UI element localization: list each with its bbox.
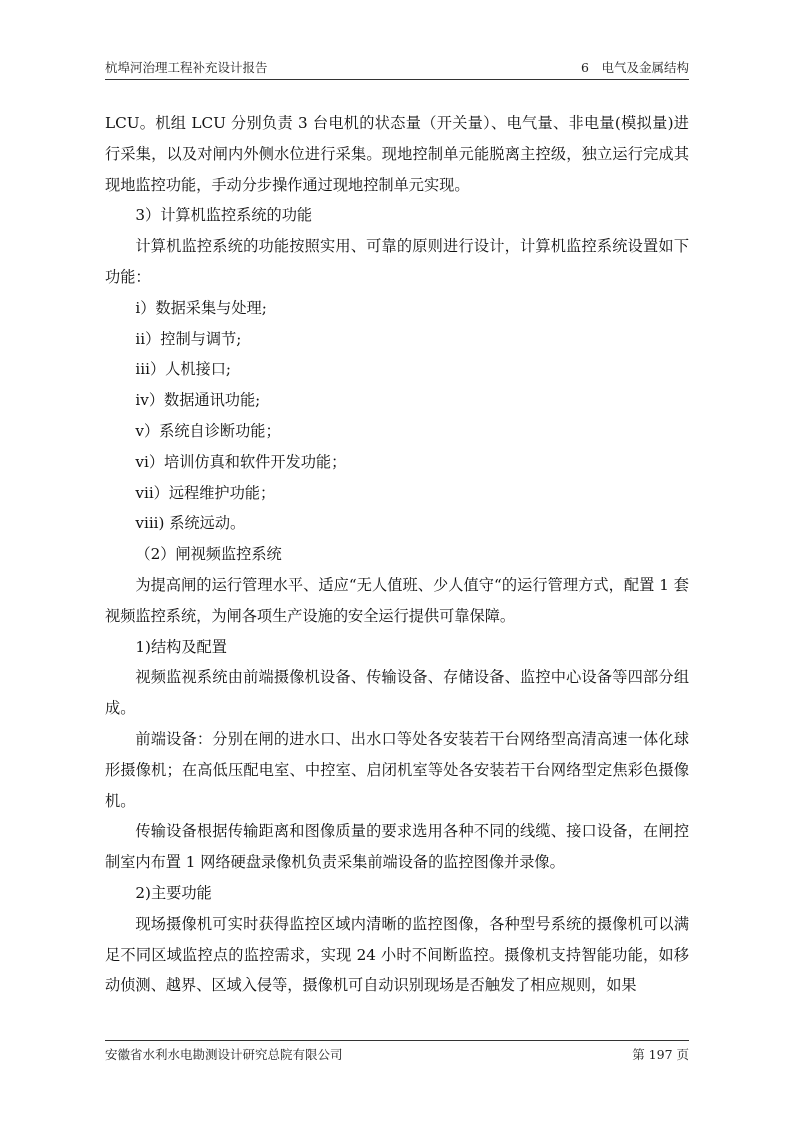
subsection-heading: 2)主要功能 bbox=[135, 883, 212, 902]
paragraph: 为提高闸的运行管理水平、适应“无人值班、少人值守“的运行管理方式，配置 1 套视频监控系统，为闸各项生产设施的安全运行提供可靠保障。 bbox=[105, 575, 689, 625]
paragraph: 计算机监控系统的功能按照实用、可靠的原则进行设计，计算机监控系统设置如下功能： bbox=[105, 237, 689, 286]
page-footer bbox=[105, 1045, 689, 1063]
footer-organization: 安徽省水利水电勘测设计研究总院有限公司 bbox=[105, 1047, 343, 1062]
section-heading: （2）闸视频监控系统 bbox=[135, 545, 282, 564]
header-chapter-title: 6 电气及金属结构 bbox=[581, 60, 689, 75]
list-item: i）数据采集与处理; bbox=[135, 298, 267, 317]
paragraph: 视频监视系统由前端摄像机设备、传输设备、存储设备、监控中心设备等四部分组成。 bbox=[105, 668, 689, 718]
list-item: iii）人机接口; bbox=[135, 360, 232, 379]
list-item: v）系统自诊断功能； bbox=[135, 421, 281, 440]
paragraph: LCU。机组 LCU 分别负责 3 台电机的状态量（开关量）、电气量、非电量(模拟量)进行采集，以及对闸内外侧水位进行采集。现地控制单元能脱离主控级，独立运行完成其现地监控功能，手动分步操作通过现地控制单元实现。 bbox=[105, 114, 689, 194]
list-item: ii）控制与调节; bbox=[135, 329, 242, 348]
footer-divider bbox=[105, 1040, 689, 1041]
header-divider bbox=[105, 79, 689, 80]
page-number: 第 197 页 bbox=[632, 1047, 689, 1062]
paragraph: 前端设备：分别在闸的进水口、出水口等处各安装若干台网络型高清高速一体化球形摄像机；在高低压配电室、中控室、启闭机室等处各安装若干台网络型定焦彩色摄像机。 bbox=[105, 729, 689, 810]
page-body bbox=[105, 108, 689, 1001]
paragraph: 传输设备根据传输距离和图像质量的要求选用各种不同的线缆、接口设备，在闸控制室内布置 1 网络硬盘录像机负责采集前端设备的监控图像并录像。 bbox=[105, 822, 689, 872]
page-header bbox=[105, 56, 689, 76]
header-report-title: 杭埠河治理工程补充设计报告 bbox=[105, 60, 268, 75]
paragraph: 现场摄像机可实时获得监控区域内清晰的监控图像，各种型号系统的摄像机可以满足不同区域监控点的监控需求，实现 24 小时不间断监控。摄像机支持智能功能，如移动侦测、越界、区域入侵等，摄像机可自动识别现场是否触发了相应规则，如果 bbox=[105, 914, 689, 995]
paragraph: 3）计算机监控系统的功能 bbox=[135, 206, 313, 225]
list-item: iv）数据通讯功能; bbox=[135, 391, 261, 410]
list-item: viii) 系统远动。 bbox=[135, 514, 246, 533]
list-item: vii）远程维护功能； bbox=[135, 483, 276, 502]
subsection-heading: 1)结构及配置 bbox=[135, 637, 227, 656]
list-item: vi）培训仿真和软件开发功能； bbox=[135, 452, 347, 471]
